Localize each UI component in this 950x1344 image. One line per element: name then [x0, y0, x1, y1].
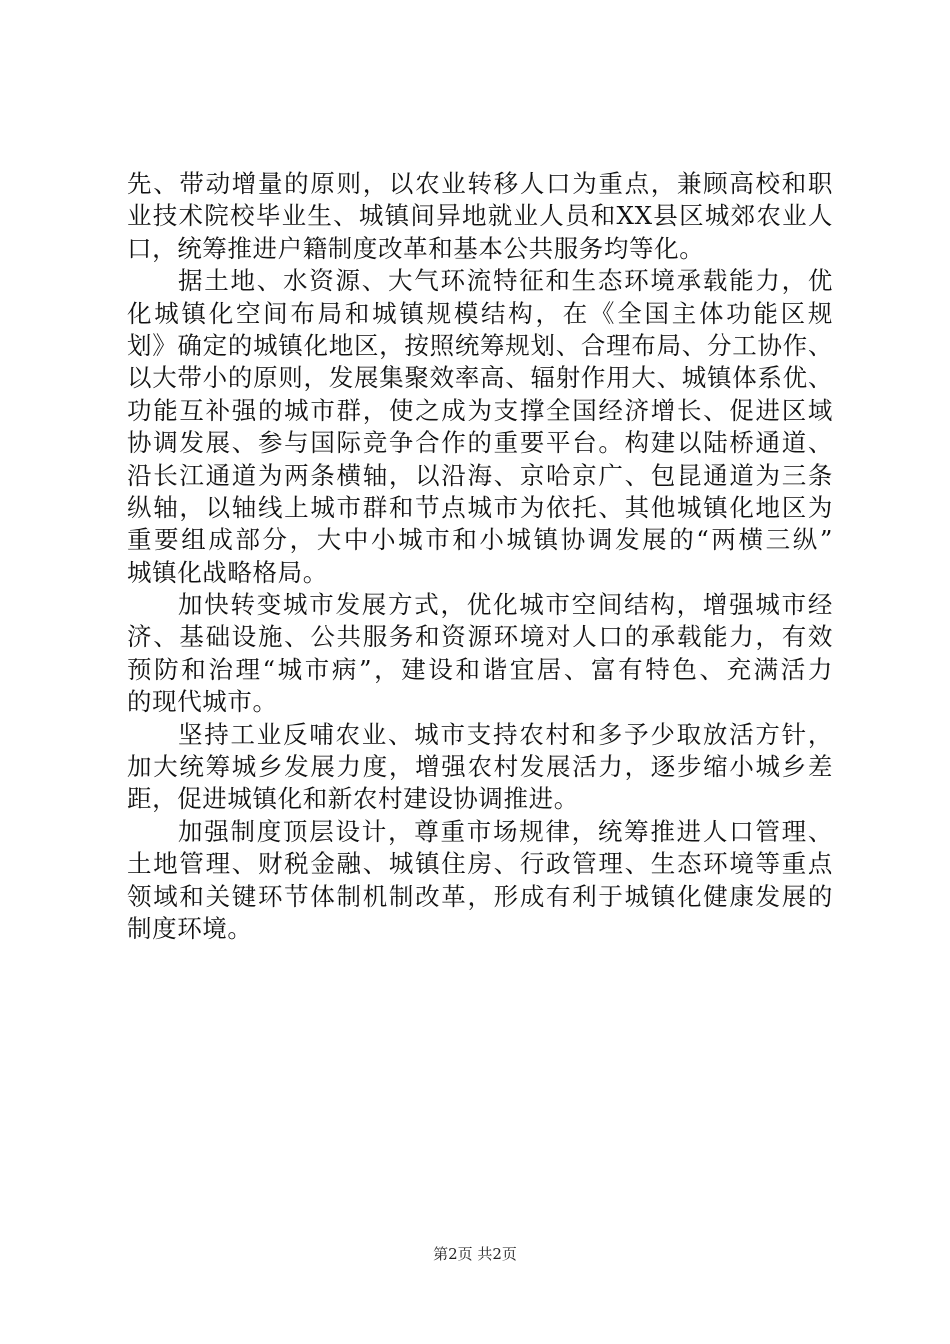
text-line: 口，统筹推进户籍制度改革和基本公共服务均等化。 — [127, 233, 705, 263]
text-line: 土地管理、财税金融、城镇住房、行政管理、生态环境等重点 — [127, 849, 833, 879]
paragraph — [127, 816, 833, 946]
document-body — [127, 168, 833, 945]
paragraph — [127, 589, 833, 719]
text-line: 制度环境。 — [127, 913, 253, 943]
text-line: 城镇化战略格局。 — [127, 557, 328, 587]
text-line: 预防和治理“城市病”，建设和谐宜居、富有特色、充满活力 — [127, 654, 833, 684]
text-line: 沿长江通道为两条横轴，以沿海、京哈京广、包昆通道为三条 — [127, 460, 833, 490]
text-line: 先、带动增量的原则，以农业转移人口为重点，兼顾高校和职 — [127, 169, 833, 198]
paragraph — [127, 719, 833, 816]
text-line: 纵轴，以轴线上城市群和节点城市为依托、其他城镇化地区为 — [127, 492, 833, 522]
text-line: 领域和关键环节体制机制改革，形成有利于城镇化健康发展的 — [127, 881, 833, 911]
text-line: 重要组成部分，大中小城市和小城镇协调发展的“两横三纵” — [127, 525, 833, 555]
text-line: 加强制度顶层设计，尊重市场规律，统筹推进人口管理、 — [178, 816, 833, 846]
text-line: 业技术院校毕业生、城镇间异地就业人员和XX县区城郊农业人 — [127, 201, 833, 231]
text-line: 功能互补强的城市群，使之成为支撑全国经济增长、促进区域 — [127, 395, 833, 425]
text-line: 以大带小的原则，发展集聚效率高、辐射作用大、城镇体系优、 — [127, 363, 833, 393]
text-line: 化城镇化空间布局和城镇规模结构，在《全国主体功能区规 — [127, 298, 833, 328]
text-line: 坚持工业反哺农业、城市支持农村和多予少取放活方针， — [178, 719, 833, 749]
text-line: 的现代城市。 — [127, 687, 278, 717]
paragraph — [127, 168, 833, 265]
text-line: 协调发展、参与国际竞争合作的重要平台。构建以陆桥通道、 — [127, 428, 833, 458]
text-line: 据土地、水资源、大气环流特征和生态环境承载能力，优 — [178, 266, 833, 296]
text-line: 划》确定的城镇化地区，按照统筹规划、合理布局、分工协作、 — [127, 330, 833, 360]
page-footer: 第2页 共2页 — [433, 1245, 517, 1263]
text-line: 济、基础设施、公共服务和资源环境对人口的承载能力，有效 — [127, 622, 833, 652]
text-line: 距，促进城镇化和新农村建设协调推进。 — [127, 784, 579, 814]
paragraph — [127, 265, 833, 589]
text-line: 加大统筹城乡发展力度，增强农村发展活力，逐步缩小城乡差 — [127, 752, 833, 782]
text-line: 加快转变城市发展方式，优化城市空间结构，增强城市经 — [178, 590, 833, 620]
